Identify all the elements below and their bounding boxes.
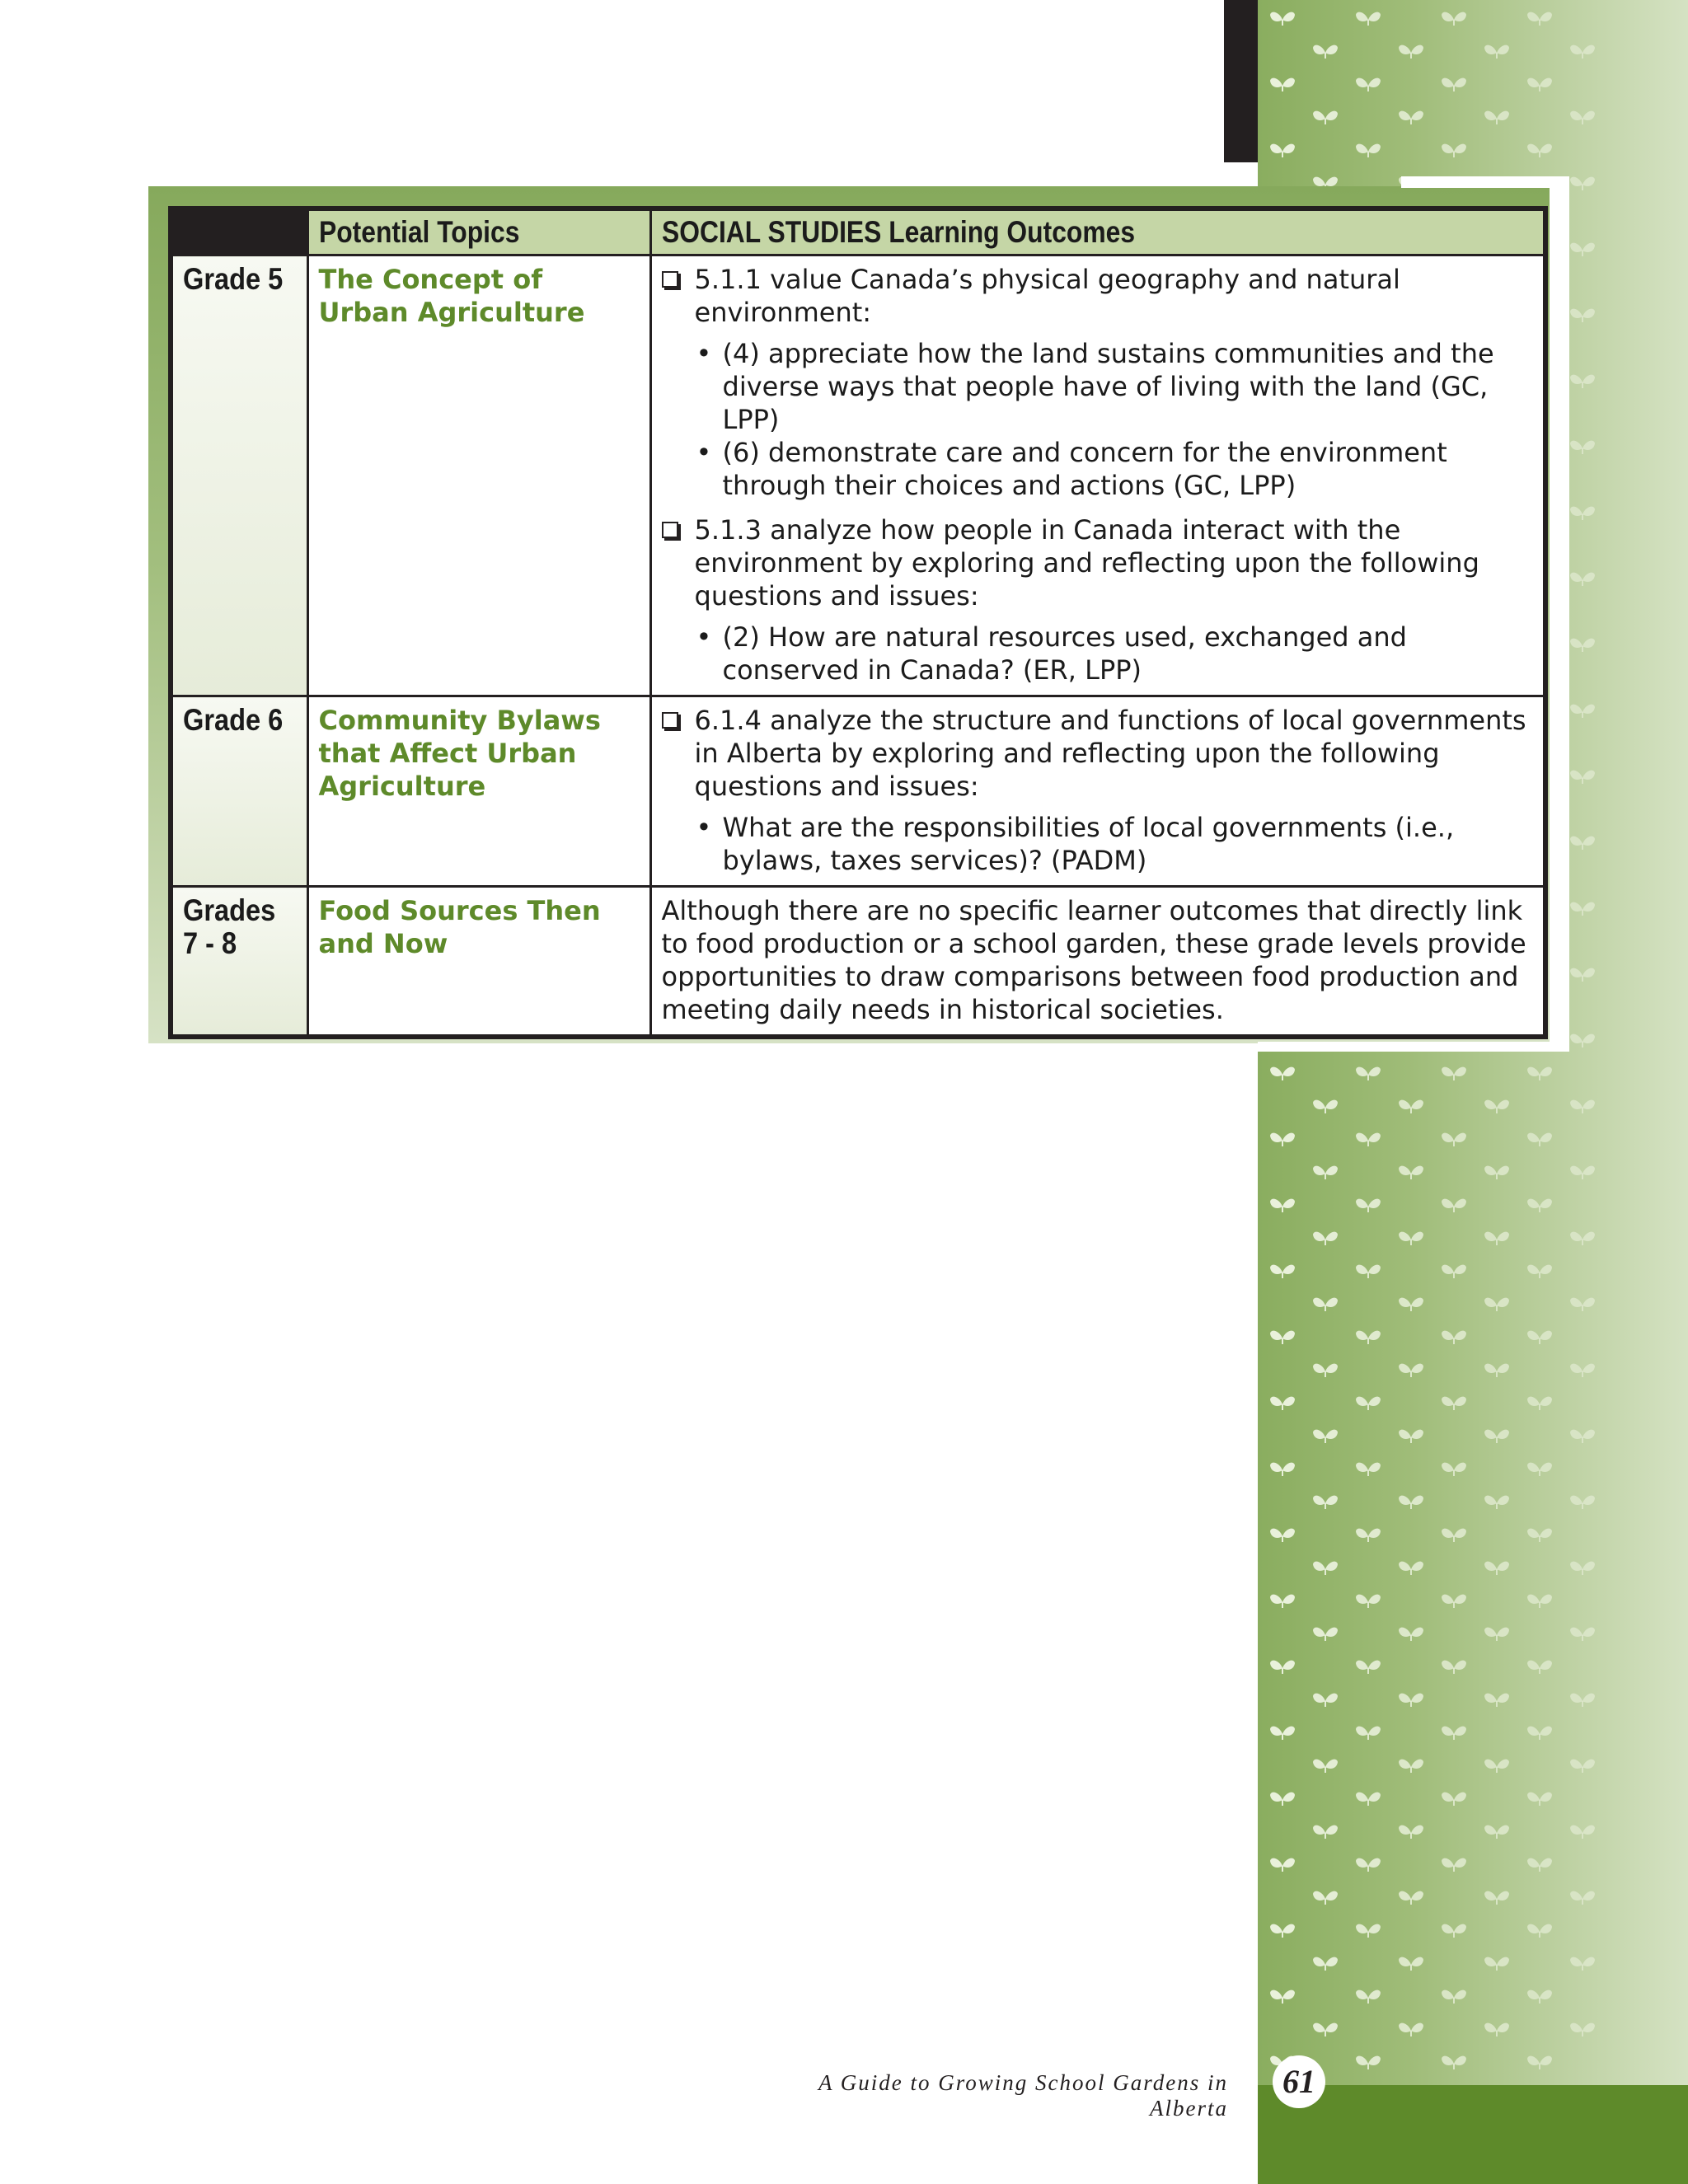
leaf-icon (1442, 1331, 1466, 1344)
leaf-icon (1356, 1990, 1381, 2004)
leaf-icon (1399, 1364, 1423, 1377)
leaf-icon (1442, 2056, 1466, 2069)
leaf-icon (1313, 1825, 1338, 1839)
list-item: • (2) How are natural resources used, exchanged and conserved in Canada? (ER, LPP) (696, 621, 1407, 686)
outcomes-cell (650, 696, 1545, 887)
leaf-icon (1399, 1825, 1423, 1839)
leaf-icon (1313, 1891, 1338, 1905)
leaf-icon (1442, 12, 1466, 26)
leaf-icon (1356, 2056, 1381, 2069)
topic-label: Food Sources Then and Now (307, 887, 650, 1038)
leaf-icon (1527, 1924, 1552, 1938)
leaf-icon (1270, 1858, 1295, 1872)
leaf-icon (1442, 144, 1466, 157)
bullet-list (662, 811, 1534, 877)
leaf-icon (1570, 1694, 1595, 1707)
leaf-icon (1442, 1595, 1466, 1608)
leaf-icon (1313, 2023, 1338, 2036)
leaf-icon (1570, 1298, 1595, 1311)
leaf-icon (1527, 78, 1552, 91)
leaf-icon (1570, 1891, 1595, 1905)
leaf-icon (1270, 1199, 1295, 1212)
leaf-icon (1484, 1298, 1509, 1311)
leaf-icon (1399, 1100, 1423, 1113)
leaf-icon (1570, 1760, 1595, 1773)
leaf-icon (1484, 1364, 1509, 1377)
leaf-icon (1570, 1034, 1595, 1047)
leaf-icon (1442, 1793, 1466, 1806)
leaf-icon (1570, 1628, 1595, 1641)
table-header-row (171, 209, 1545, 255)
leaf-icon (1570, 968, 1595, 982)
dark-accent-bar (1224, 0, 1258, 162)
outcomes-cell (650, 887, 1545, 1038)
leaf-icon (1570, 1100, 1595, 1113)
leaf-icon (1399, 1628, 1423, 1641)
leaf-icon (1356, 1463, 1381, 1476)
bullet-icon: • (696, 812, 712, 843)
leaf-icon (1442, 1199, 1466, 1212)
leaf-icon (1484, 1430, 1509, 1443)
checkbox-icon (662, 712, 678, 729)
leaf-icon (1484, 1891, 1509, 1905)
leaf-icon (1270, 1727, 1295, 1740)
header-potential-topics: Potential Topics (307, 209, 650, 255)
leaf-icon (1570, 1825, 1595, 1839)
leaf-icon (1527, 1331, 1552, 1344)
leaf-icon (1356, 1793, 1381, 1806)
leaf-icon (1442, 78, 1466, 91)
leaf-icon (1270, 1265, 1295, 1278)
leaf-icon (1313, 1100, 1338, 1113)
leaf-icon (1527, 1133, 1552, 1146)
leaf-icon (1399, 1957, 1423, 1971)
leaf-icon (1570, 507, 1595, 520)
leaf-icon (1484, 1562, 1509, 1575)
leaf-icon (1270, 1463, 1295, 1476)
leaf-icon (1484, 1825, 1509, 1839)
leaf-icon (1313, 45, 1338, 59)
leaf-icon (1527, 12, 1552, 26)
frame-border-bottom (1258, 1042, 1569, 1052)
leaf-icon (1313, 1957, 1338, 1971)
grade-label: Grades 7 - 8 (171, 887, 307, 1038)
leaf-icon (1570, 1232, 1595, 1245)
leaf-icon (1570, 705, 1595, 718)
leaf-icon (1313, 1298, 1338, 1311)
leaf-icon (1570, 309, 1595, 322)
leaf-icon (1313, 1166, 1338, 1179)
leaf-icon (1399, 1496, 1423, 1509)
leaf-icon (1356, 1397, 1381, 1410)
leaf-icon (1442, 1133, 1466, 1146)
leaf-icon (1313, 1694, 1338, 1707)
leaf-icon (1527, 1067, 1552, 1080)
header-learning-outcomes: SOCIAL STUDIES Learning Outcomes (650, 209, 1545, 255)
leaf-icon (1270, 1661, 1295, 1674)
leaf-icon (1484, 1694, 1509, 1707)
table-row (171, 696, 1545, 887)
leaf-icon (1570, 2023, 1595, 2036)
leaf-icon (1313, 1760, 1338, 1773)
leaf-icon (1399, 2023, 1423, 2036)
topic-label: Community Bylaws that Affect Urban Agriculture (307, 696, 650, 887)
leaf-icon (1527, 1727, 1552, 1740)
leaf-icon (1356, 1265, 1381, 1278)
leaf-icon (1270, 144, 1295, 157)
leaf-icon (1270, 1990, 1295, 2004)
leaf-icon (1356, 1595, 1381, 1608)
leaf-icon (1570, 177, 1595, 190)
leaf-icon (1399, 1694, 1423, 1707)
leaf-icon (1442, 1529, 1466, 1542)
leaf-icon (1399, 1298, 1423, 1311)
leaf-icon (1356, 1924, 1381, 1938)
checkbox-icon (662, 522, 678, 538)
leaf-icon (1356, 1133, 1381, 1146)
leaf-icon (1399, 1760, 1423, 1773)
leaf-icon (1527, 1529, 1552, 1542)
leaf-icon (1399, 1430, 1423, 1443)
leaf-icon (1442, 1727, 1466, 1740)
grade-label: Grade 6 (171, 696, 307, 887)
leaf-icon (1484, 2023, 1509, 2036)
grade-label: Grade 5 (171, 255, 307, 696)
leaf-icon (1270, 12, 1295, 26)
topic-label: The Concept of Urban Agriculture (307, 255, 650, 696)
header-corner (171, 209, 307, 255)
page-number: 61 (1273, 2055, 1325, 2108)
leaf-icon (1356, 1199, 1381, 1212)
leaf-icon (1399, 1562, 1423, 1575)
leaf-icon (1527, 1397, 1552, 1410)
leaf-icon (1527, 1463, 1552, 1476)
leaf-icon (1527, 1793, 1552, 1806)
frame-border-right (1550, 176, 1569, 1052)
leaf-icon (1484, 1232, 1509, 1245)
leaf-icon (1570, 375, 1595, 388)
leaf-icon (1484, 1957, 1509, 1971)
leaf-icon (1570, 902, 1595, 916)
leaf-icon (1399, 1166, 1423, 1179)
bullet-list (662, 621, 1534, 687)
leaf-icon (1570, 771, 1595, 784)
outcome-note: Although there are no specific learner outcomes that directly link to food production or a school garden, these grade levels provide opportunities to draw comparisons between food production and meeting daily needs in historical societies. (661, 895, 1526, 1025)
leaf-icon (1570, 1562, 1595, 1575)
leaf-icon (1570, 441, 1595, 454)
outcomes-cell (650, 255, 1545, 696)
footer-band (1258, 2085, 1688, 2184)
leaf-icon (1356, 1529, 1381, 1542)
bullet-icon: • (696, 437, 712, 468)
leaf-icon (1442, 1463, 1466, 1476)
leaf-icon (1270, 1924, 1295, 1938)
leaf-icon (1270, 1529, 1295, 1542)
leaf-icon (1527, 1990, 1552, 2004)
outcome-item: 6.1.4 analyze the structure and functions of local governments in Alberta by exploring and reflecting upon the following questions and issues: (662, 704, 1534, 803)
list-item: • What are the responsibilities of local governments (i.e., bylaws, taxes services)? (PADM) (696, 812, 1455, 876)
leaf-icon (1484, 45, 1509, 59)
leaf-icon (1399, 45, 1423, 59)
leaf-icon (1313, 1364, 1338, 1377)
leaf-icon (1527, 2056, 1552, 2069)
leaf-icon (1356, 1331, 1381, 1344)
leaf-icon (1527, 1595, 1552, 1608)
leaf-icon (1313, 1562, 1338, 1575)
leaf-icon (1570, 111, 1595, 124)
leaf-icon (1570, 45, 1595, 59)
leaf-icon (1270, 1397, 1295, 1410)
leaf-icon (1356, 1661, 1381, 1674)
leaf-icon (1570, 1957, 1595, 1971)
table-row (171, 887, 1545, 1038)
leaf-icon (1270, 1331, 1295, 1344)
leaf-icon (1527, 1661, 1552, 1674)
leaf-icon (1570, 837, 1595, 850)
leaf-icon (1399, 111, 1423, 124)
leaf-icon (1356, 78, 1381, 91)
leaf-icon (1270, 1067, 1295, 1080)
leaf-icon (1356, 12, 1381, 26)
leaf-icon (1527, 1858, 1552, 1872)
checkbox-icon (662, 271, 678, 288)
leaf-icon (1356, 1067, 1381, 1080)
list-item: • (4) appreciate how the land sustains communities and the diverse ways that people have of living with the land (GC, LPP) (696, 338, 1494, 435)
leaf-icon (1570, 1166, 1595, 1179)
leaf-icon (1356, 144, 1381, 157)
leaf-icon (1484, 1166, 1509, 1179)
leaf-icon (1570, 1496, 1595, 1509)
leaf-icon (1399, 1891, 1423, 1905)
bullet-icon: • (696, 621, 712, 653)
leaf-icon (1570, 573, 1595, 586)
leaf-icon (1356, 1727, 1381, 1740)
leaf-icon (1270, 1595, 1295, 1608)
leaf-icon (1270, 1793, 1295, 1806)
leaf-icon (1484, 1760, 1509, 1773)
leaf-icon (1484, 1100, 1509, 1113)
leaf-icon (1442, 1858, 1466, 1872)
leaf-icon (1442, 1990, 1466, 2004)
leaf-icon (1313, 1628, 1338, 1641)
leaf-icon (1399, 1232, 1423, 1245)
leaf-icon (1313, 111, 1338, 124)
leaf-icon (1484, 1496, 1509, 1509)
leaf-icon (1570, 1430, 1595, 1443)
leaf-icon (1527, 1265, 1552, 1278)
leaf-icon (1313, 1430, 1338, 1443)
outcome-item: 5.1.1 value Canada’s physical geography and natural environment: (662, 263, 1534, 329)
leaf-icon (1313, 1496, 1338, 1509)
bullet-icon: • (696, 338, 712, 369)
leaf-icon (1313, 1232, 1338, 1245)
bullet-list (662, 337, 1534, 502)
leaf-icon (1442, 1397, 1466, 1410)
learning-outcomes-table (168, 206, 1548, 1039)
leaf-icon (1527, 1199, 1552, 1212)
leaf-icon (1570, 1364, 1595, 1377)
table-row (171, 255, 1545, 696)
leaf-icon (1484, 1628, 1509, 1641)
guide-title: A Guide to Growing School Gardens in Alberta (818, 2070, 1228, 2121)
leaf-icon (1570, 243, 1595, 256)
leaf-icon (1442, 1924, 1466, 1938)
leaf-icon (1442, 1265, 1466, 1278)
leaf-icon (1442, 1661, 1466, 1674)
outcome-item: 5.1.3 analyze how people in Canada interact with the environment by exploring and reflecting upon the following questions and issues: (662, 513, 1534, 612)
leaf-icon (1484, 111, 1509, 124)
leaf-icon (1270, 1133, 1295, 1146)
leaf-icon (1442, 1067, 1466, 1080)
leaf-icon (1527, 144, 1552, 157)
frame-border-top (1401, 176, 1569, 188)
leaf-icon (1270, 78, 1295, 91)
list-item: • (6) demonstrate care and concern for the environment through their choices and actions (GC, LPP) (696, 437, 1447, 501)
leaf-icon (1570, 639, 1595, 652)
leaf-icon (1356, 1858, 1381, 1872)
